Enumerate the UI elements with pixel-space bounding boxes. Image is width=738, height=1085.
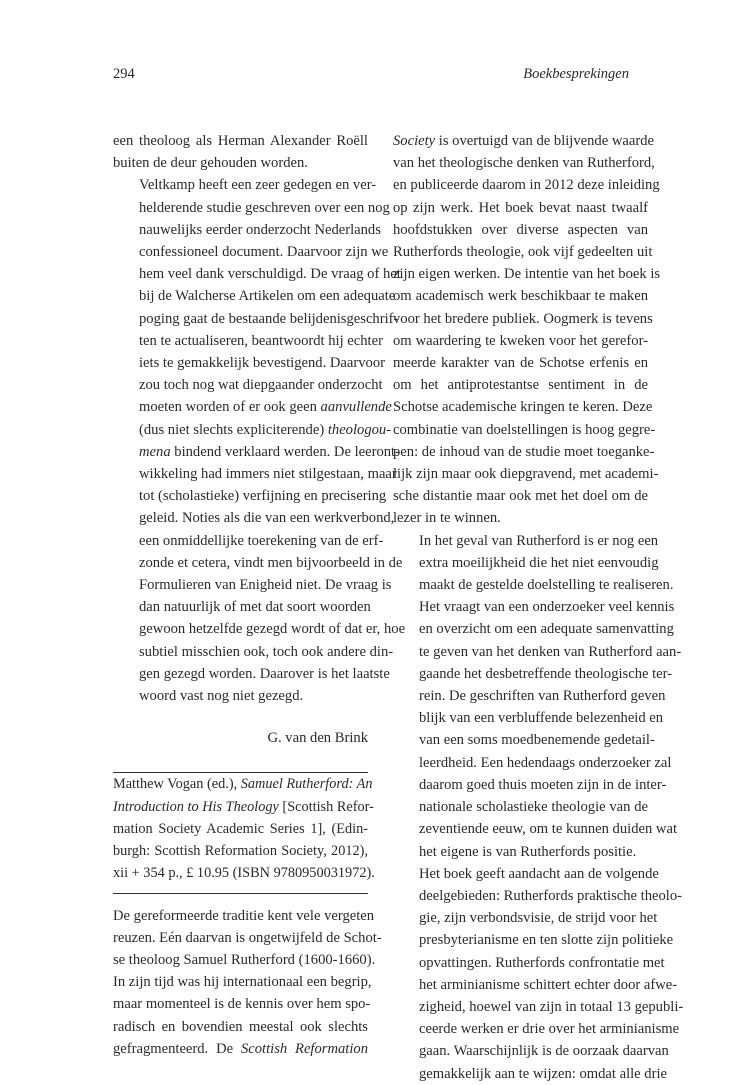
text-line: helderende studie geschreven over een nog — [139, 199, 390, 216]
text-line: extra moeilijkheid die het niet eenvoudig — [419, 554, 659, 571]
text-line: maar momenteel is de kennis over hem spo- — [113, 996, 371, 1013]
text-line: nauwelijks eerder onderzocht Nederlands — [139, 221, 381, 238]
text-line: In het geval van Rutherford is er nog een — [419, 532, 659, 549]
text-fragment: [Scottish Refor- — [278, 798, 374, 815]
text-line: dan natuurlijk of met dat soort woorden — [139, 599, 371, 616]
book-title: Introduction to His Theology — [113, 798, 279, 815]
text-line: Het vraagt van een onderzoeker veel kennis — [419, 599, 675, 616]
text-line: sche distantie maar ook met het doel om de — [393, 488, 648, 505]
text-line: het eigene is van Rutherfords positie. — [419, 843, 637, 860]
italic-term: Society — [393, 133, 436, 149]
text-line: en publiceerde daarom in 2012 deze inleiding — [393, 177, 660, 194]
italic-term: theologou- — [327, 421, 392, 438]
text-line: Formulieren van Enigheid niet. De vraag is — [139, 577, 392, 594]
left-column — [113, 130, 406, 1060]
right-column — [393, 130, 684, 1085]
text-line — [113, 441, 400, 463]
text-fragment: moeten worden of er ook geen — [139, 399, 321, 416]
divider-bottom — [113, 893, 368, 894]
text-line: deelgebieden: Rutherfords praktische theolo- — [419, 887, 683, 904]
text-line: se theoloog Samuel Rutherford (1600-1660). — [113, 951, 376, 968]
text-line — [113, 773, 373, 795]
text-line: xii + 354 p., £ 10.95 (ISBN 9780950031972). — [113, 865, 375, 882]
text-line: iets te gemakkelijk bevestigend. Daarvoor — [139, 355, 385, 372]
paragraph-society — [393, 130, 661, 530]
text-line: om het antiprotestantse sentiment in de — [393, 377, 648, 394]
text-line: subtiel misschien ook, toch ook andere din- — [139, 643, 394, 660]
text-line — [113, 796, 374, 818]
text-line: geleid. Noties als die van een werkverbond, — [139, 510, 395, 527]
text-line: reuzen. Eén daarvan is ongetwijfeld de Schot- — [113, 929, 382, 946]
bibliographic-entry — [113, 773, 375, 884]
text-line: te geven van het denken van Rutherford aan- — [419, 643, 682, 660]
text-line: confessioneel document. Daarvoor zijn we — [139, 244, 389, 261]
text-fragment: is overtuigd van de blijvende waarde — [435, 133, 654, 149]
text-line: voor het bredere publiek. Oogmerk is tevens — [393, 310, 653, 327]
text-fragment: gefragmenteerd. De — [113, 1040, 241, 1057]
text-line: meerde karakter van de Schotse erfenis en — [393, 355, 648, 372]
text-line: tot (scholastieke) verfijning en precisering — [139, 488, 387, 505]
text-line: leerdheid. Een hedendaags onderzoeker zal — [419, 754, 672, 771]
text-line: ten te actualiseren, beantwoordt hij echter — [139, 332, 383, 349]
text-line: hoofdstukken over diverse aspecten van — [393, 221, 648, 238]
text-line: maakt de gestelde doelstelling te realiseren. — [419, 577, 674, 594]
text-line: daarom goed thuis moeten zijn in de inter- — [419, 776, 667, 793]
text-line: een theoloog als Herman Alexander Roëll — [113, 133, 368, 149]
text-line: opvattingen. Rutherfords confrontatie met — [419, 954, 665, 971]
paragraph-book-contents — [393, 863, 684, 1085]
text-line: combinatie van doelstellingen is hoog gegre- — [393, 421, 656, 438]
text-line: zeventiende eeuw, om te kunnen duiden wat — [419, 821, 677, 838]
text-line: zigheid, hoewel van zijn in totaal 13 gepubli- — [419, 998, 684, 1015]
text-line: buiten de deur gehouden worden. — [113, 155, 308, 172]
text-line: gewoon hetzelfde gezegd wordt of dat er, hoe — [139, 621, 406, 638]
text-line: het arminianisme schittert echter door afwe- — [419, 976, 678, 993]
text-line: poging gaat de bestaande belijdenisgeschrif- — [139, 310, 399, 327]
text-fragment: bindend verklaard werden. De leeront- — [170, 443, 400, 460]
text-line: van een soms moedbenemende gedetail- — [419, 732, 655, 749]
text-line: zou toch nog wat diepgaander onderzocht — [139, 377, 383, 394]
text-fragment: Matthew Vogan (ed.), — [113, 776, 241, 793]
text-line: van het theologische denken van Rutherford, — [393, 155, 655, 172]
text-line: gemakkelijk aan te wijzen: omdat alle drie — [419, 1065, 667, 1082]
text-line: rein. De geschriften van Rutherford geven — [419, 688, 666, 705]
book-title: Samuel Rutherford: An — [240, 776, 373, 793]
text-line: woord vast nog niet gezegd. — [139, 688, 304, 705]
text-line: presbyterianisme en ten slotte zijn politieke — [419, 932, 674, 949]
paragraph-review-intro — [113, 905, 382, 1060]
text-line: mation Society Academic Series 1], (Edin- — [113, 820, 368, 837]
text-line: lijk zijn maar ook diepgravend, met academi- — [393, 466, 659, 483]
text-line: op zijn werk. Het boek bevat naast twaalf — [393, 199, 648, 216]
reviewer-signature: G. van den Brink — [267, 730, 368, 747]
text-line: Schotse academische kringen te keren. Deze — [393, 399, 653, 416]
text-line: In zijn tijd was hij internationaal een begrip, — [113, 974, 372, 991]
text-line: gie, zijn verbondsvisie, de strijd voor het — [419, 910, 658, 927]
text-line: gen gezegd worden. Daarover is het laatste — [139, 665, 390, 682]
text-line: pen: de inhoud van de studie moet toeganke- — [393, 443, 655, 460]
text-line: en overzicht om een adequate samenvatting — [419, 621, 674, 638]
text-line: om waardering te kweken voor het gerefor- — [393, 332, 648, 349]
text-line: burgh: Scottish Reformation Society, 2012), — [113, 843, 368, 860]
text-line: bij de Walcherse Artikelen om een adequate — [139, 288, 396, 305]
text-line: Veltkamp heeft een zeer gedegen en ver- — [139, 177, 377, 194]
text-line: gaande het desbetreffende theologische ter- — [419, 665, 673, 682]
text-line — [113, 1038, 368, 1060]
text-line: om academisch werk beschikbaar te maken — [393, 288, 648, 305]
text-line: lezer in te winnen. — [393, 510, 501, 527]
text-line: wikkeling had immers niet stilgestaan, maar — [139, 466, 397, 483]
italic-term: aanvullende — [320, 399, 392, 416]
text-line — [113, 419, 392, 441]
running-header-title: Boekbesprekingen — [523, 66, 629, 82]
text-line: radisch en bovendien meestal ook slechts — [113, 1018, 368, 1035]
italic-term: mena — [139, 443, 171, 460]
text-line: zonde et cetera, vindt men bijvoorbeeld in de — [139, 554, 403, 571]
paragraph-rutherford-difficulty — [393, 530, 682, 863]
text-line: blijk van een verbluffende belezenheid en — [419, 710, 664, 727]
text-line: zijn eigen werken. De intentie van het boek is — [393, 266, 661, 283]
text-line: hem veel dank verschuldigd. De vraag of het — [139, 266, 401, 283]
text-line — [393, 130, 654, 152]
text-line: nationale scholastieke theologie van de — [419, 799, 648, 816]
text-line: Het boek geeft aandacht aan de volgende — [419, 865, 659, 882]
text-line: gaan. Waarschijnlijk is de oorzaak daarvan — [419, 1043, 669, 1060]
paragraph-continuation — [113, 130, 368, 174]
paragraph-veltkamp — [113, 174, 406, 707]
text-line: Rutherfords theologie, ook vijf gedeelten uit — [393, 244, 653, 261]
text-line: De gereformeerde traditie kent vele vergeten — [113, 907, 375, 924]
page-number: 294 — [113, 66, 135, 82]
text-line: ceerde werken er drie over het arminianisme — [419, 1021, 680, 1038]
italic-term: Scottish Reformation — [240, 1040, 368, 1057]
text-line — [113, 396, 392, 418]
text-fragment: (dus niet slechts expliciterende) — [139, 421, 328, 438]
text-line: een onmiddellijke toerekening van de erf- — [139, 532, 384, 549]
